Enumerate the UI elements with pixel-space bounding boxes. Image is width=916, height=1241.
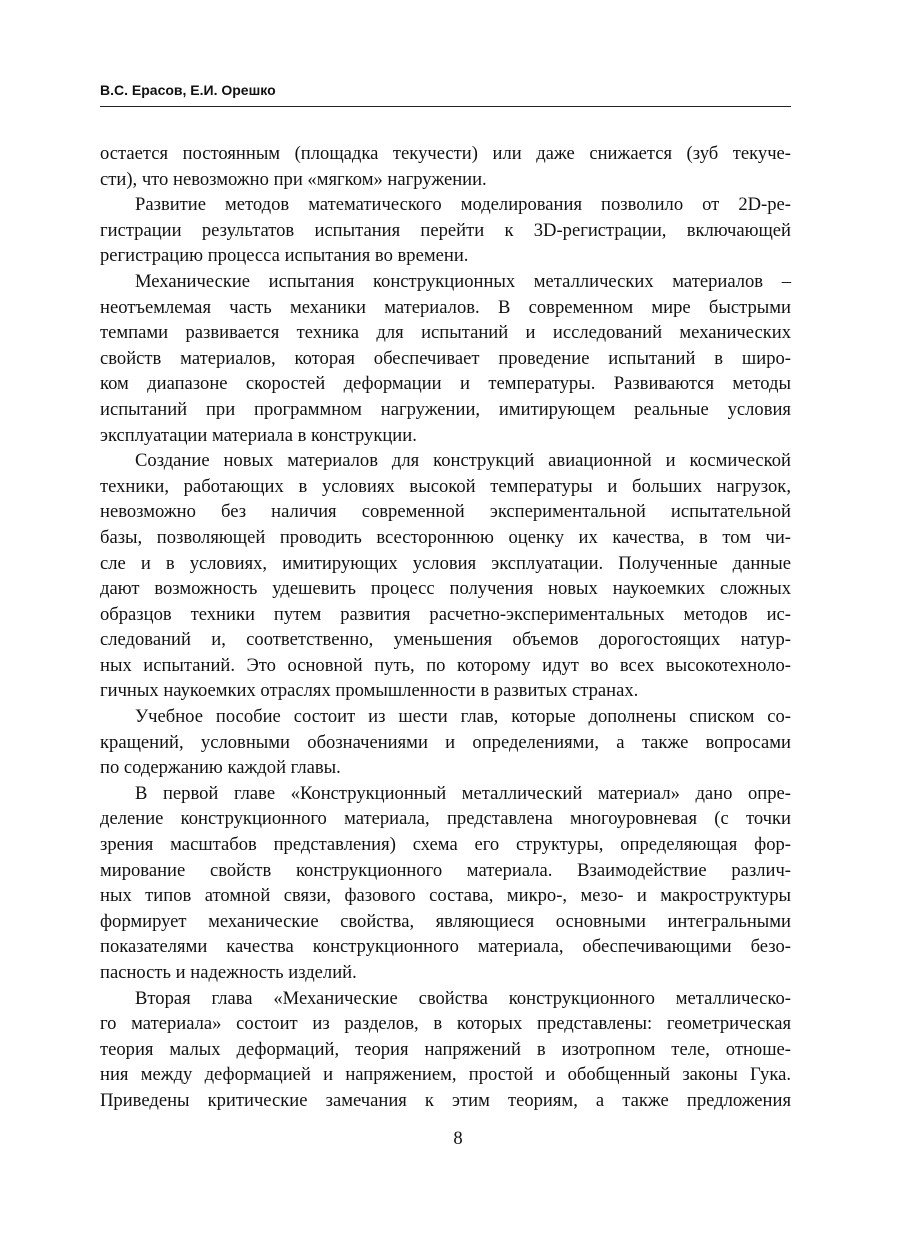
body-text <box>100 141 791 1114</box>
text-line: эксплуатации материала в конструкции. <box>100 424 417 446</box>
text-line: гичных наукоемких отраслях промышленности в развитых странах. <box>100 680 639 702</box>
text-line: го материала» состоит из разделов, в которых представлены: геометрическая <box>100 1013 791 1035</box>
text-line: ния между деформацией и напряжением, простой и обобщенный законы Гука. <box>100 1064 791 1086</box>
text-line: неотъемлемая часть механики материалов. В современном мире быстрыми <box>100 296 791 318</box>
text-line: ных типов атомной связи, фазового состава, микро-, мезо- и макроструктуры <box>100 885 791 907</box>
text-line: по содержанию каждой главы. <box>100 757 341 779</box>
text-line: Приведены критические замечания к этим теориям, а также предложения <box>100 1089 791 1111</box>
text-line: сле и в условиях, имитирующих условия эксплуатации. Полученные данные <box>100 552 791 574</box>
text-line: базы, позволяющей проводить всестороннюю оценку их качества, в том чи- <box>100 526 791 548</box>
text-line: ком диапазоне скоростей деформации и температуры. Развиваются методы <box>100 373 791 395</box>
text-line: сти), что невозможно при «мягком» нагружении. <box>100 168 487 190</box>
page-number: 8 <box>453 1128 463 1149</box>
text-line: Развитие методов математического моделирования позволило от 2D-ре- <box>135 194 791 216</box>
text-line: гистрации результатов испытания перейти к 3D-регистрации, включающей <box>100 219 791 241</box>
text-line: невозможно без наличия современной экспериментальной испытательной <box>100 501 791 523</box>
text-line: зрения масштабов представления) схема его структуры, определяющая фор- <box>100 834 791 856</box>
text-line: темпами развивается техника для испытаний и исследований механических <box>100 322 791 344</box>
text-line: формирует механические свойства, являющиеся основными интегральными <box>100 910 791 932</box>
running-head-authors: В.С. Ерасов, Е.И. Орешко <box>100 82 276 98</box>
text-line: деление конструкционного материала, представлена многоуровневая (с точки <box>100 808 791 830</box>
text-line: теория малых деформаций, теория напряжений в изотропном теле, отноше- <box>100 1038 791 1060</box>
header-rule <box>100 106 791 107</box>
text-line: свойств материалов, которая обеспечивает проведение испытаний в широ- <box>100 347 791 369</box>
text-line: образцов техники путем развития расчетно-экспериментальных методов ис- <box>100 603 791 625</box>
text-line: Учебное пособие состоит из шести глав, которые дополнены списком со- <box>135 706 791 728</box>
text-line: мирование свойств конструкционного материала. Взаимодействие различ- <box>100 859 791 881</box>
text-line: следований и, соответственно, уменьшения объемов дорогостоящих натур- <box>100 629 791 651</box>
text-line: Вторая глава «Механические свойства конструкционного металлическо- <box>135 987 791 1009</box>
text-line: ных испытаний. Это основной путь, по которому идут во всех высокотехноло- <box>100 654 791 676</box>
text-line: дают возможность удешевить процесс получения новых наукоемких сложных <box>100 578 791 600</box>
text-line: регистрацию процесса испытания во времени. <box>100 245 469 267</box>
text-line: показателями качества конструкционного материала, обеспечивающими безо- <box>100 936 791 958</box>
text-line: испытаний при программном нагружении, имитирующем реальные условия <box>100 398 791 420</box>
text-line: техники, работающих в условиях высокой температуры и больших нагрузок, <box>100 475 791 497</box>
text-line: Создание новых материалов для конструкций авиационной и космической <box>135 450 791 472</box>
text-line: пасность и надежность изделий. <box>100 962 357 983</box>
text-line: В первой главе «Конструкционный металлический материал» дано опре- <box>135 782 791 804</box>
text-line: остается постоянным (площадка текучести) или даже снижается (зуб текуче- <box>100 143 791 164</box>
text-line: Механические испытания конструкционных металлических материалов – <box>135 270 791 292</box>
text-line: кращений, условными обозначениями и определениями, а также вопросами <box>100 731 791 753</box>
